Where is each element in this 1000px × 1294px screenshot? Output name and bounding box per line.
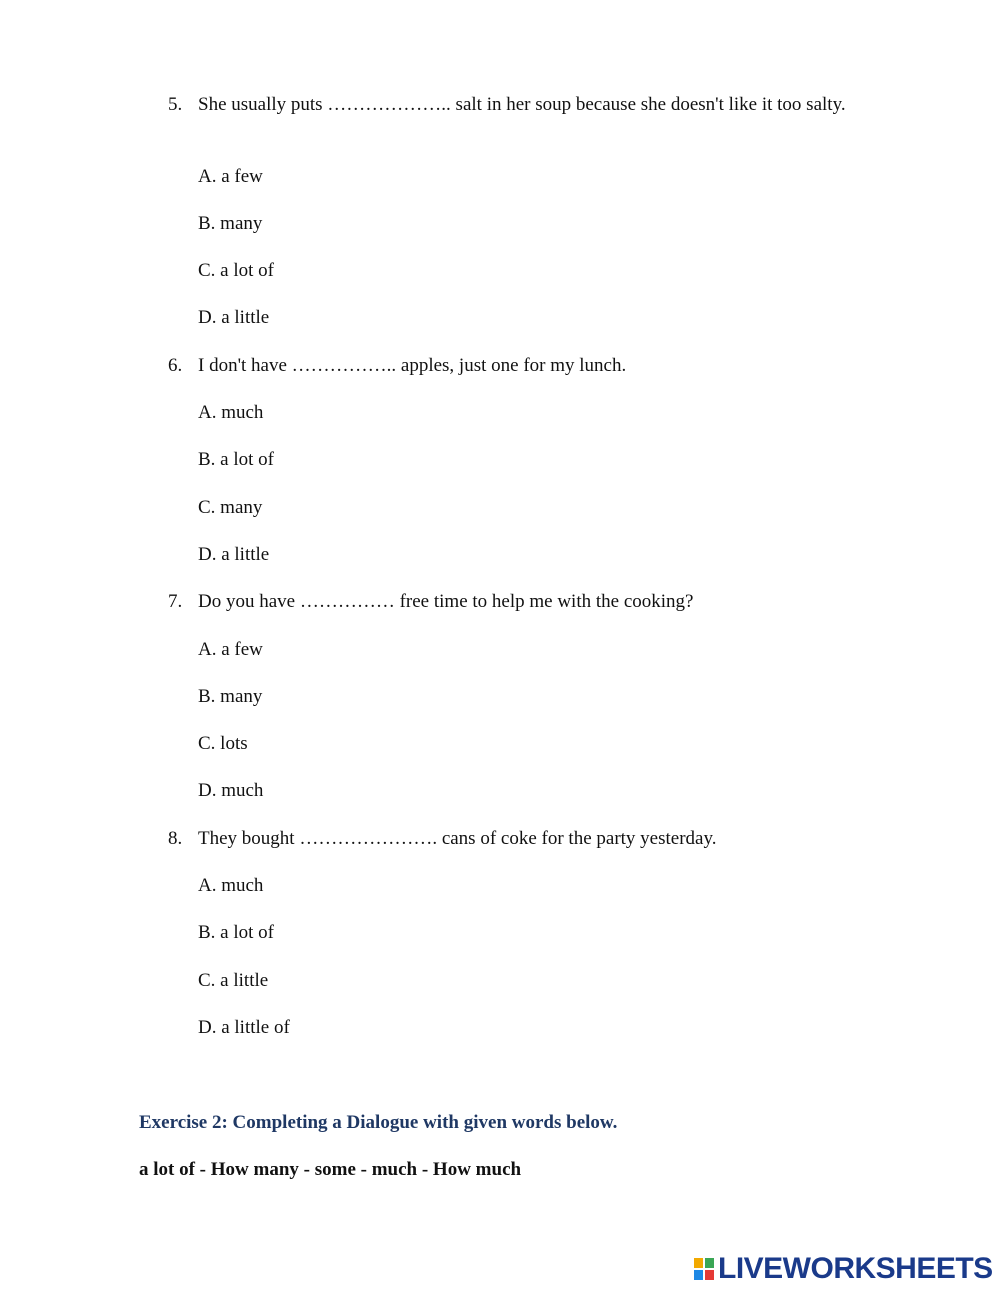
option-5b[interactable]: B. many xyxy=(198,213,263,234)
option-8b[interactable]: B. a lot of xyxy=(198,922,274,943)
question-number: 8. xyxy=(168,828,183,849)
option-5c[interactable]: C. a lot of xyxy=(198,260,274,281)
option-6d[interactable]: D. a little xyxy=(198,544,270,565)
option-8a[interactable]: A. much xyxy=(198,875,264,896)
option-7d[interactable]: D. much xyxy=(198,780,264,801)
question-6 xyxy=(168,353,888,378)
exercise-2-title: Exercise 2: Completing a Dialogue with given words below. xyxy=(139,1112,618,1133)
question-text: I don't have …………….. apples, just one for my lunch. xyxy=(198,355,627,376)
question-8 xyxy=(168,826,888,851)
logo-text: LIVEWORKSHEETS xyxy=(718,1252,993,1285)
option-6b[interactable]: B. a lot of xyxy=(198,449,274,470)
question-number: 5. xyxy=(168,94,183,115)
question-7 xyxy=(168,589,888,614)
liveworksheets-logo[interactable] xyxy=(693,1252,993,1286)
question-text: Do you have …………… free time to help me with the cooking? xyxy=(198,591,694,612)
liveworksheets-logo-icon xyxy=(693,1257,715,1281)
option-6c[interactable]: C. many xyxy=(198,497,263,518)
option-6a[interactable]: A. much xyxy=(198,402,264,423)
question-number: 7. xyxy=(168,591,183,612)
option-8c[interactable]: C. a little xyxy=(198,970,269,991)
option-8d[interactable]: D. a little of xyxy=(198,1017,290,1038)
question-number: 6. xyxy=(168,355,183,376)
option-7b[interactable]: B. many xyxy=(198,686,263,707)
option-7c[interactable]: C. lots xyxy=(198,733,248,754)
option-7a[interactable]: A. a few xyxy=(198,639,263,660)
option-5d[interactable]: D. a little xyxy=(198,307,270,328)
question-5 xyxy=(168,92,888,117)
word-bank: a lot of - How many - some - much - How much xyxy=(139,1159,522,1180)
question-text: They bought …………………. cans of coke for the party yesterday. xyxy=(198,828,717,849)
option-5a[interactable]: A. a few xyxy=(198,166,263,187)
question-text: She usually puts ……………….. salt in her soup because she doesn't like it too salty. xyxy=(198,94,846,115)
